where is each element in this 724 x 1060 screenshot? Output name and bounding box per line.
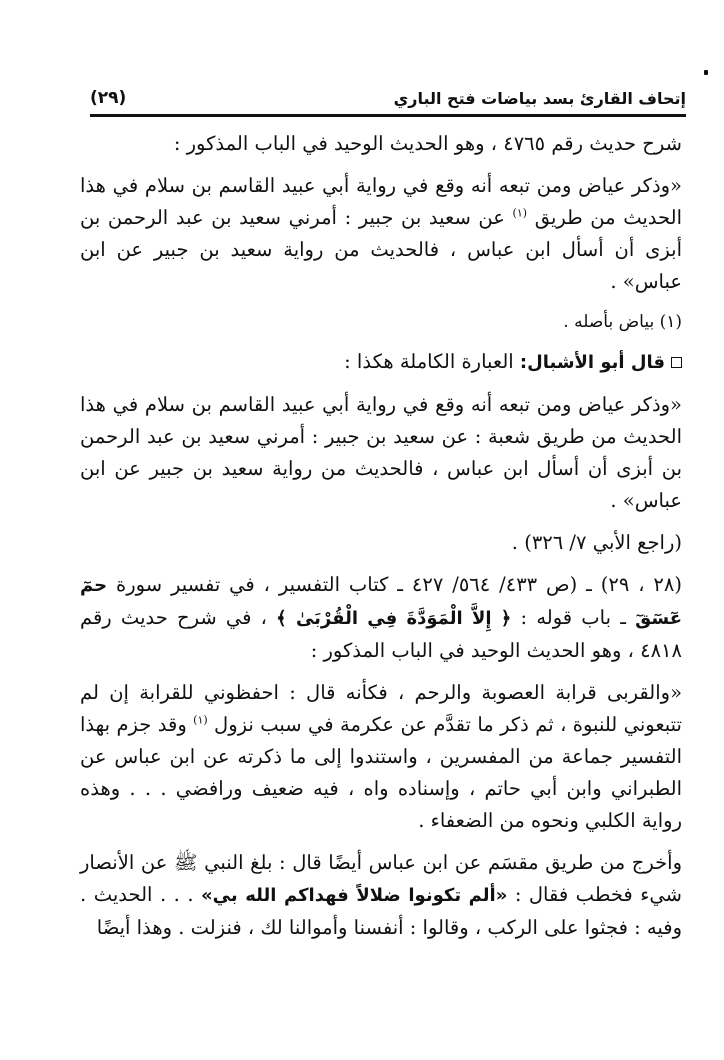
paragraph-7-text-a: «والقربى قرابة العصوبة والرحم ، فكأنه قال : احفظوني للقرابة إن لم تتبعوني للنبوة ، ثم ذكر ما تقدَّم عن عكرمة في سبب نزول (80, 681, 682, 736)
hadith-quote: «ألم تكونوا ضلالاً فهداكم الله بي» (201, 885, 508, 906)
footnote-ref-1: (١) (512, 206, 528, 220)
square-bullet-icon (671, 357, 682, 368)
running-title: إتحاف القارئ بسد بياضات فتح الباري (393, 89, 686, 108)
footnote-1: (١) بياض بأصله . (563, 312, 682, 332)
footnote-ref-2: (١) (193, 713, 208, 727)
quran-verse: ﴿ إِلاَّ الْمَوَدَّةَ فِي الْقُرْبَىٰ ﴾ (276, 608, 512, 629)
author-label: قال أبو الأشبال: (519, 352, 665, 373)
page-body (80, 128, 682, 954)
paragraph-6-text-c: ، في شرح حديث رقم ٤٨١٨ ، وهو الحديث الوحيد في الباب المذكور : (80, 606, 682, 662)
paragraph-1: شرح حديث رقم ٤٧٦٥ ، وهو الحديث الوحيد في الباب المذكور : (173, 132, 682, 155)
paragraph-4: «وذكر عياض ومن تبعه أنه وقع في رواية أبي عبيد القاسم بن سلام في هذا الحديث من طريق شعبة : عن سعيد بن جبير : أمرني سعيد بن عبد الرحمن بن أبزى أن أسأل ابن عباس ، فالحديث من رواية سعيد بن جبير عن ابن عباس» . (80, 393, 682, 512)
scan-speck (704, 70, 708, 75)
paragraph-3-text: العبارة الكاملة هكذا : (344, 350, 520, 373)
paragraph-2 (80, 170, 682, 298)
paragraph-2-text-b: عن سعيد بن جبير : أمرني سعيد بن عبد الرحمن بن أبزى أن أسأل ابن عباس ، فالحديث من رواية سعيد بن جبير عن ابن عباس» . (80, 206, 682, 293)
paragraph-7 (80, 677, 682, 837)
header-rule (90, 114, 686, 117)
paragraph-5: (راجع الأبي ٧/ ٣٢٦) . (511, 531, 682, 554)
page-number: (٢٩) (90, 88, 127, 108)
sura-name: حمٓ عٓسٓقٓ (80, 575, 682, 629)
paragraph-3 (80, 346, 682, 379)
paragraph-6-text-a: (٢٨ ، ٢٩) ـ (ص ٤٣٣/ ٥٦٤/ ٤٢٧ ـ كتاب التفسير ، في تفسير سورة (107, 573, 682, 596)
paragraph-6-text-b: ـ باب قوله : (511, 606, 636, 629)
page-header (90, 78, 686, 114)
paragraph-6 (80, 569, 682, 667)
paragraph-7-text-b: وقد جزم بهذا التفسير جماعة من المفسرين ، واستندوا إلى ما ذكرته عن ابن عباس عن الطبراني وابن أبي حاتم ، وإسناده واه ، فيه ضعيف ورافضي . . . وهذه رواية الكلبي ونحوه من الضعفاء . (80, 713, 682, 832)
paragraph-8-text-a: وأخرج من طريق مقسَم عن ابن عباس أيضًا قال : بلغ النبي ﷺ عن الأنصار شيء فخطب فقال : (80, 851, 682, 906)
paragraph-8-text-b: . . . الحديث . وفيه : فجثوا على الركب ، وقالوا : أنفسنا وأموالنا لك ، فنزلت . وهذا أيضًا (80, 883, 682, 939)
paragraph-8 (80, 847, 682, 944)
paragraph-2-text-a: «وذكر عياض ومن تبعه أنه وقع في رواية أبي عبيد القاسم بن سلام في هذا الحديث من طريق (80, 174, 682, 229)
